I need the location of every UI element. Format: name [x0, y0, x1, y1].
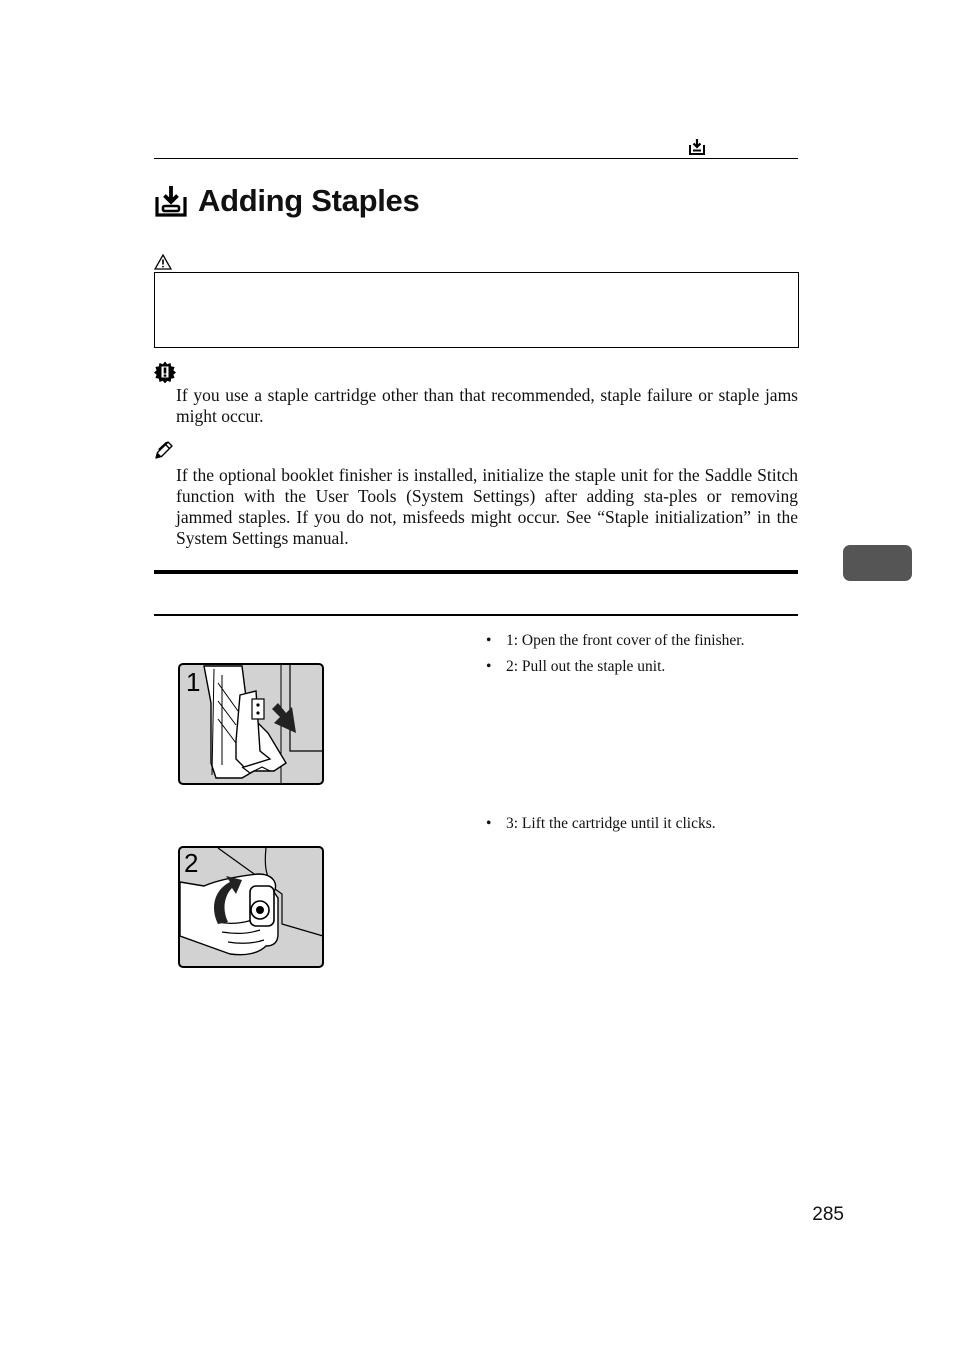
title-text: Adding Staples: [198, 183, 420, 218]
important-icon: [154, 361, 176, 383]
warning-box: [154, 272, 799, 348]
page-number: 285: [812, 1204, 844, 1225]
section-rule-top: [154, 570, 798, 574]
step-list-2: [486, 811, 716, 837]
step-list-1: [486, 628, 744, 680]
step-figure-2: [178, 846, 324, 968]
step-item: • 3: Lift the cartridge until it clicks.: [486, 811, 716, 837]
warning-triangle-icon: [154, 254, 172, 270]
step-item: • 1: Open the front cover of the finisher.: [486, 628, 744, 654]
section-rule-bottom: [154, 614, 798, 616]
step-item: • 2: Pull out the staple unit.: [486, 654, 744, 680]
chapter-tab: [843, 545, 912, 581]
staple-icon: [154, 184, 188, 218]
header-rule: [154, 158, 798, 159]
staple-icon: [688, 138, 706, 156]
figure-2-label: 2: [184, 848, 199, 878]
step-figure-1: [178, 663, 324, 785]
note-text: If the optional booklet finisher is installed, initialize the staple unit for the Saddle Stitch function with the User Tools (System Settings) after adding sta-ples or removing jammed staples. If you do not, misfeeds might occur. See “Staple initialization” in the System Settings manual.: [176, 465, 798, 548]
page-title: [154, 180, 419, 222]
important-text: If you use a staple cartridge other than that recommended, staple failure or staple jams might occur.: [176, 385, 798, 426]
pencil-note-icon: [154, 440, 174, 460]
section-heading: [154, 580, 798, 610]
figure-1-label: 1: [186, 667, 201, 697]
